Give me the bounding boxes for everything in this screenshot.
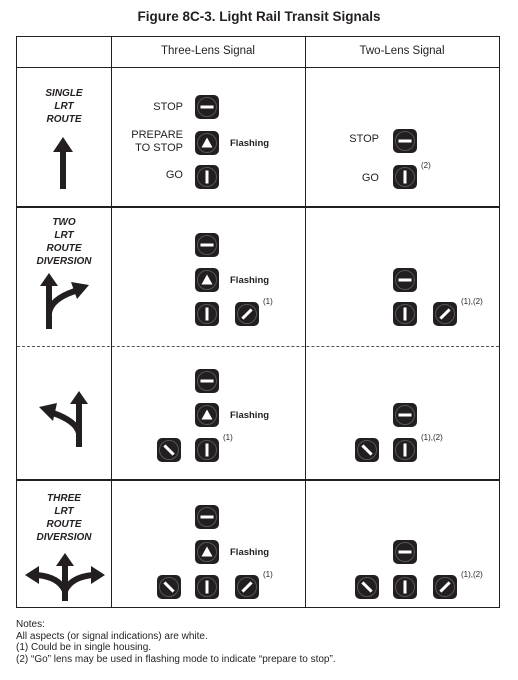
straight-and-left-diverge-arrow-icon [39,391,91,447]
row-label-line: SINGLE [45,88,83,99]
signal-lens [393,268,417,292]
signal-lens [195,131,219,155]
vertical-bar-icon [195,302,219,326]
note-line: All aspects (or signal indications) are white. [16,630,208,642]
two-lens-header: Two-Lens Signal [359,45,445,57]
diagonal-right-bar-icon [235,302,259,326]
signal-lens [393,302,417,326]
footnote-ref: (1),(2) [421,433,443,442]
signal-lens [195,369,219,393]
horizontal-bar-icon [393,540,417,564]
row-divider [17,206,499,208]
column-divider [305,37,306,607]
row-label-line: THREE [47,493,81,504]
horizontal-bar-icon [393,129,417,153]
footnote-ref: (1) [263,297,273,306]
row-label-three-route-diversion [17,492,111,544]
three-way-diverge-arrow-icon [25,553,105,601]
go-label: GO [165,169,183,181]
vertical-bar-icon [393,575,417,599]
signal-lens [393,438,417,462]
footnote-ref: (1) [263,570,273,579]
stop-label: STOP [349,133,379,145]
vertical-bar-icon [393,302,417,326]
diagonal-right-bar-icon [433,575,457,599]
go-label: GO [361,172,379,184]
flashing-label: Flashing [230,275,270,286]
diagonal-left-bar-icon [157,438,181,462]
vertical-bar-icon [393,165,417,189]
figure-title: Figure 8C-3. Light Rail Transit Signals [137,9,381,24]
signal-lens [433,575,457,599]
row-label-line: ROUTE [46,519,82,530]
signal-lens [195,403,219,427]
vertical-bar-icon [195,438,219,462]
signal-lens [355,438,379,462]
row-divider [17,479,499,481]
footnote-ref: (1),(2) [461,570,483,579]
horizontal-bar-icon [195,505,219,529]
horizontal-bar-icon [393,268,417,292]
note-line: (1) Could be in single housing. [16,642,152,653]
signal-lens [157,575,181,599]
horizontal-bar-icon [195,233,219,257]
horizontal-bar-icon [195,95,219,119]
signal-lens [393,575,417,599]
signal-lens [393,129,417,153]
signal-table [16,36,500,608]
row-label-line: ROUTE [46,243,82,254]
signal-lens [433,302,457,326]
straight-arrow-icon [51,137,75,189]
prepare-label-line: PREPARE [131,129,183,141]
diagonal-left-bar-icon [157,575,181,599]
signal-lens [195,438,219,462]
triangle-icon [195,540,219,564]
flashing-label: Flashing [230,547,270,558]
signal-lens [195,165,219,189]
diagonal-left-bar-icon [355,575,379,599]
footnote-ref: (1) [223,433,233,442]
row-label-line: LRT [54,506,74,517]
vertical-bar-icon [195,575,219,599]
flashing-label: Flashing [230,410,270,421]
row-label-line: DIVERSION [36,256,92,267]
signal-lens [355,575,379,599]
straight-and-right-diverge-arrow-icon [37,273,93,329]
row-label-line: TWO [52,217,76,228]
row-label-single-route [17,87,111,126]
row-label-line: LRT [54,230,74,241]
three-lens-header: Three-Lens Signal [161,45,255,57]
signal-lens [195,233,219,257]
row-label-two-route-diversion [17,216,111,268]
column-divider [111,37,112,607]
row-divider-dashed [17,346,499,347]
vertical-bar-icon [393,438,417,462]
signal-lens [195,575,219,599]
diagonal-right-bar-icon [235,575,259,599]
footnote-ref: (2) [421,161,431,170]
signal-lens [393,165,417,189]
vertical-bar-icon [195,165,219,189]
stop-label: STOP [153,101,183,113]
horizontal-bar-icon [195,369,219,393]
horizontal-bar-icon [393,403,417,427]
diagonal-right-bar-icon [433,302,457,326]
signal-lens [195,505,219,529]
signal-lens [195,540,219,564]
triangle-icon [195,268,219,292]
flashing-label: Flashing [230,138,270,149]
note-line: (2) “Go” lens may be used in flashing mode to indicate “prepare to stop”. [16,653,336,665]
prepare-to-stop-label [121,129,183,155]
footnote-ref: (1),(2) [461,297,483,306]
prepare-label-line: TO STOP [135,142,183,154]
signal-lens [157,438,181,462]
signal-lens [195,268,219,292]
triangle-icon [195,403,219,427]
triangle-icon [195,131,219,155]
row-label-line: DIVERSION [36,532,92,543]
row-label-line: ROUTE [46,114,82,125]
notes-heading: Notes: [16,619,45,630]
row-label-line: LRT [54,101,74,112]
signal-lens [235,575,259,599]
header-divider [17,67,499,68]
signal-lens [393,403,417,427]
diagonal-left-bar-icon [355,438,379,462]
signal-lens [393,540,417,564]
signal-lens [195,302,219,326]
notes [16,619,336,665]
signal-lens [235,302,259,326]
signal-lens [195,95,219,119]
